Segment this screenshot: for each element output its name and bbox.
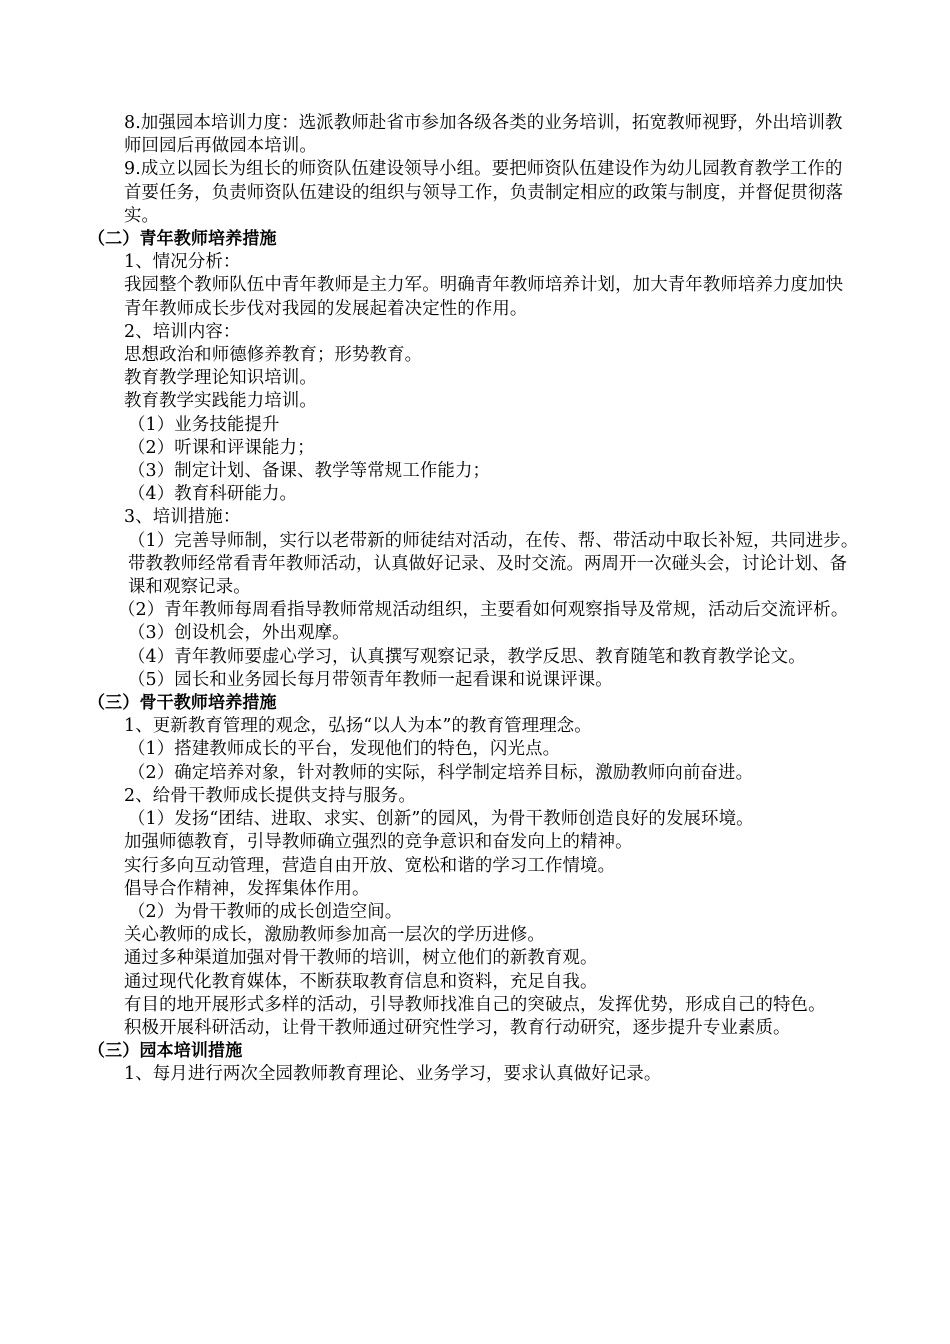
section-heading: （三）骨干教师培养措施 xyxy=(88,693,277,714)
text-line: （5）园长和业务园长每月带领青年教师一起看课和说课评课。 xyxy=(128,669,613,690)
text-line: （2）青年教师每周看指导教师常规活动组织，主要看如何观察指导及常规，活动后交流评析。 xyxy=(118,600,849,621)
text-line: 1、每月进行两次全园教师教育理论、业务学习，要求认真做好记录。 xyxy=(124,1064,662,1085)
text-line: 3、培训措施： xyxy=(124,507,241,528)
text-line: 通过现代化教育媒体，不断获取教育信息和资料，充足自我。 xyxy=(124,971,598,992)
text-line: 加强师德教育，引导教师确立强烈的竞争意识和奋发向上的精神。 xyxy=(124,832,633,853)
text-line: 倡导合作精神，发挥集体作用。 xyxy=(124,878,370,899)
text-line: 教育教学理论知识培训。 xyxy=(124,368,317,389)
text-line: 实行多向互动管理，营造自由开放、宽松和谐的学习工作情境。 xyxy=(124,855,616,876)
text-line: 积极开展科研活动，让骨干教师通过研究性学习，教育行动研究，逐步提升专业素质。 xyxy=(124,1017,791,1038)
text-line: （4）青年教师要虚心学习，认真撰写观察记录，教学反思、教育随笔和教育教学论文。 xyxy=(128,646,806,667)
text-line: （2）听课和评课能力； xyxy=(128,437,315,458)
text-line: （3）创设机会，外出观摩。 xyxy=(128,623,350,644)
text-line: 关心教师的成长，激励教师参加高一层次的学历进修。 xyxy=(124,925,545,946)
section-heading: （二）青年教师培养措施 xyxy=(88,229,277,250)
text-line: 我园整个教师队伍中青年教师是主力军。明确青年教师培养计划，加大青年教师培养力度加快青年教师成长步伐对我园的发展起着决定性的作用。 xyxy=(124,275,844,319)
section-heading: （三）园本培训措施 xyxy=(88,1041,243,1062)
text-line: 有目的地开展形式多样的活动，引导教师找准自己的突破点，发挥优势，形成自己的特色。 xyxy=(124,994,826,1015)
text-line: 9.成立以园长为组长的师资队伍建设领导小组。要把师资队伍建设作为幼儿园教育教学工作的首要任务，负责师资队伍建设的组织与领导工作，负责制定相应的政策与制度，并督促贯彻落实。 xyxy=(124,159,844,226)
text-line: （4）教育科研能力。 xyxy=(128,484,298,505)
text-line: 思想政治和师德修养教育；形势教育。 xyxy=(124,345,423,366)
text-line: 2、培训内容： xyxy=(124,321,241,342)
text-line: 通过多种渠道加强对骨干教师的培训，树立他们的新教育观。 xyxy=(124,948,598,969)
text-line: 8.加强园本培训力度：选派教师赴省市参加各级各类的业务培训，拓宽教师视野，外出培训教师回园后再做园本培训。 xyxy=(124,113,843,157)
text-line: 1、情况分析： xyxy=(124,252,241,273)
text-line: 2、给骨干教师成长提供支持与服务。 xyxy=(124,785,416,806)
text-line: （1）搭建教师成长的平台，发现他们的特色，闪光点。 xyxy=(128,739,561,760)
text-line: 1、更新教育管理的观念，弘扬“以人为本”的教育管理理念。 xyxy=(124,716,592,737)
text-line: （1）业务技能提升 xyxy=(128,414,280,435)
text-line: （2）为骨干教师的成长创造空间。 xyxy=(128,901,403,922)
document-body xyxy=(88,112,860,1087)
text-line: （3）制定计划、备课、教学等常规工作能力； xyxy=(128,461,491,482)
text-line: （2）确定培养对象，针对教师的实际，科学制定培养目标，激励教师向前奋进。 xyxy=(128,762,754,783)
text-line: （1）完善导师制，实行以老带新的师徒结对活动，在传、帮、带活动中取长补短，共同进步。带教教师经常看青年教师活动，认真做好记录、及时交流。两周开一次碰头会，讨论计划、备课和观察记录。 xyxy=(128,530,859,598)
text-line: （1）发扬“团结、进取、求实、创新”的园风，为骨干教师创造良好的发展环境。 xyxy=(128,809,754,830)
text-line: 教育教学实践能力培训。 xyxy=(124,391,317,412)
